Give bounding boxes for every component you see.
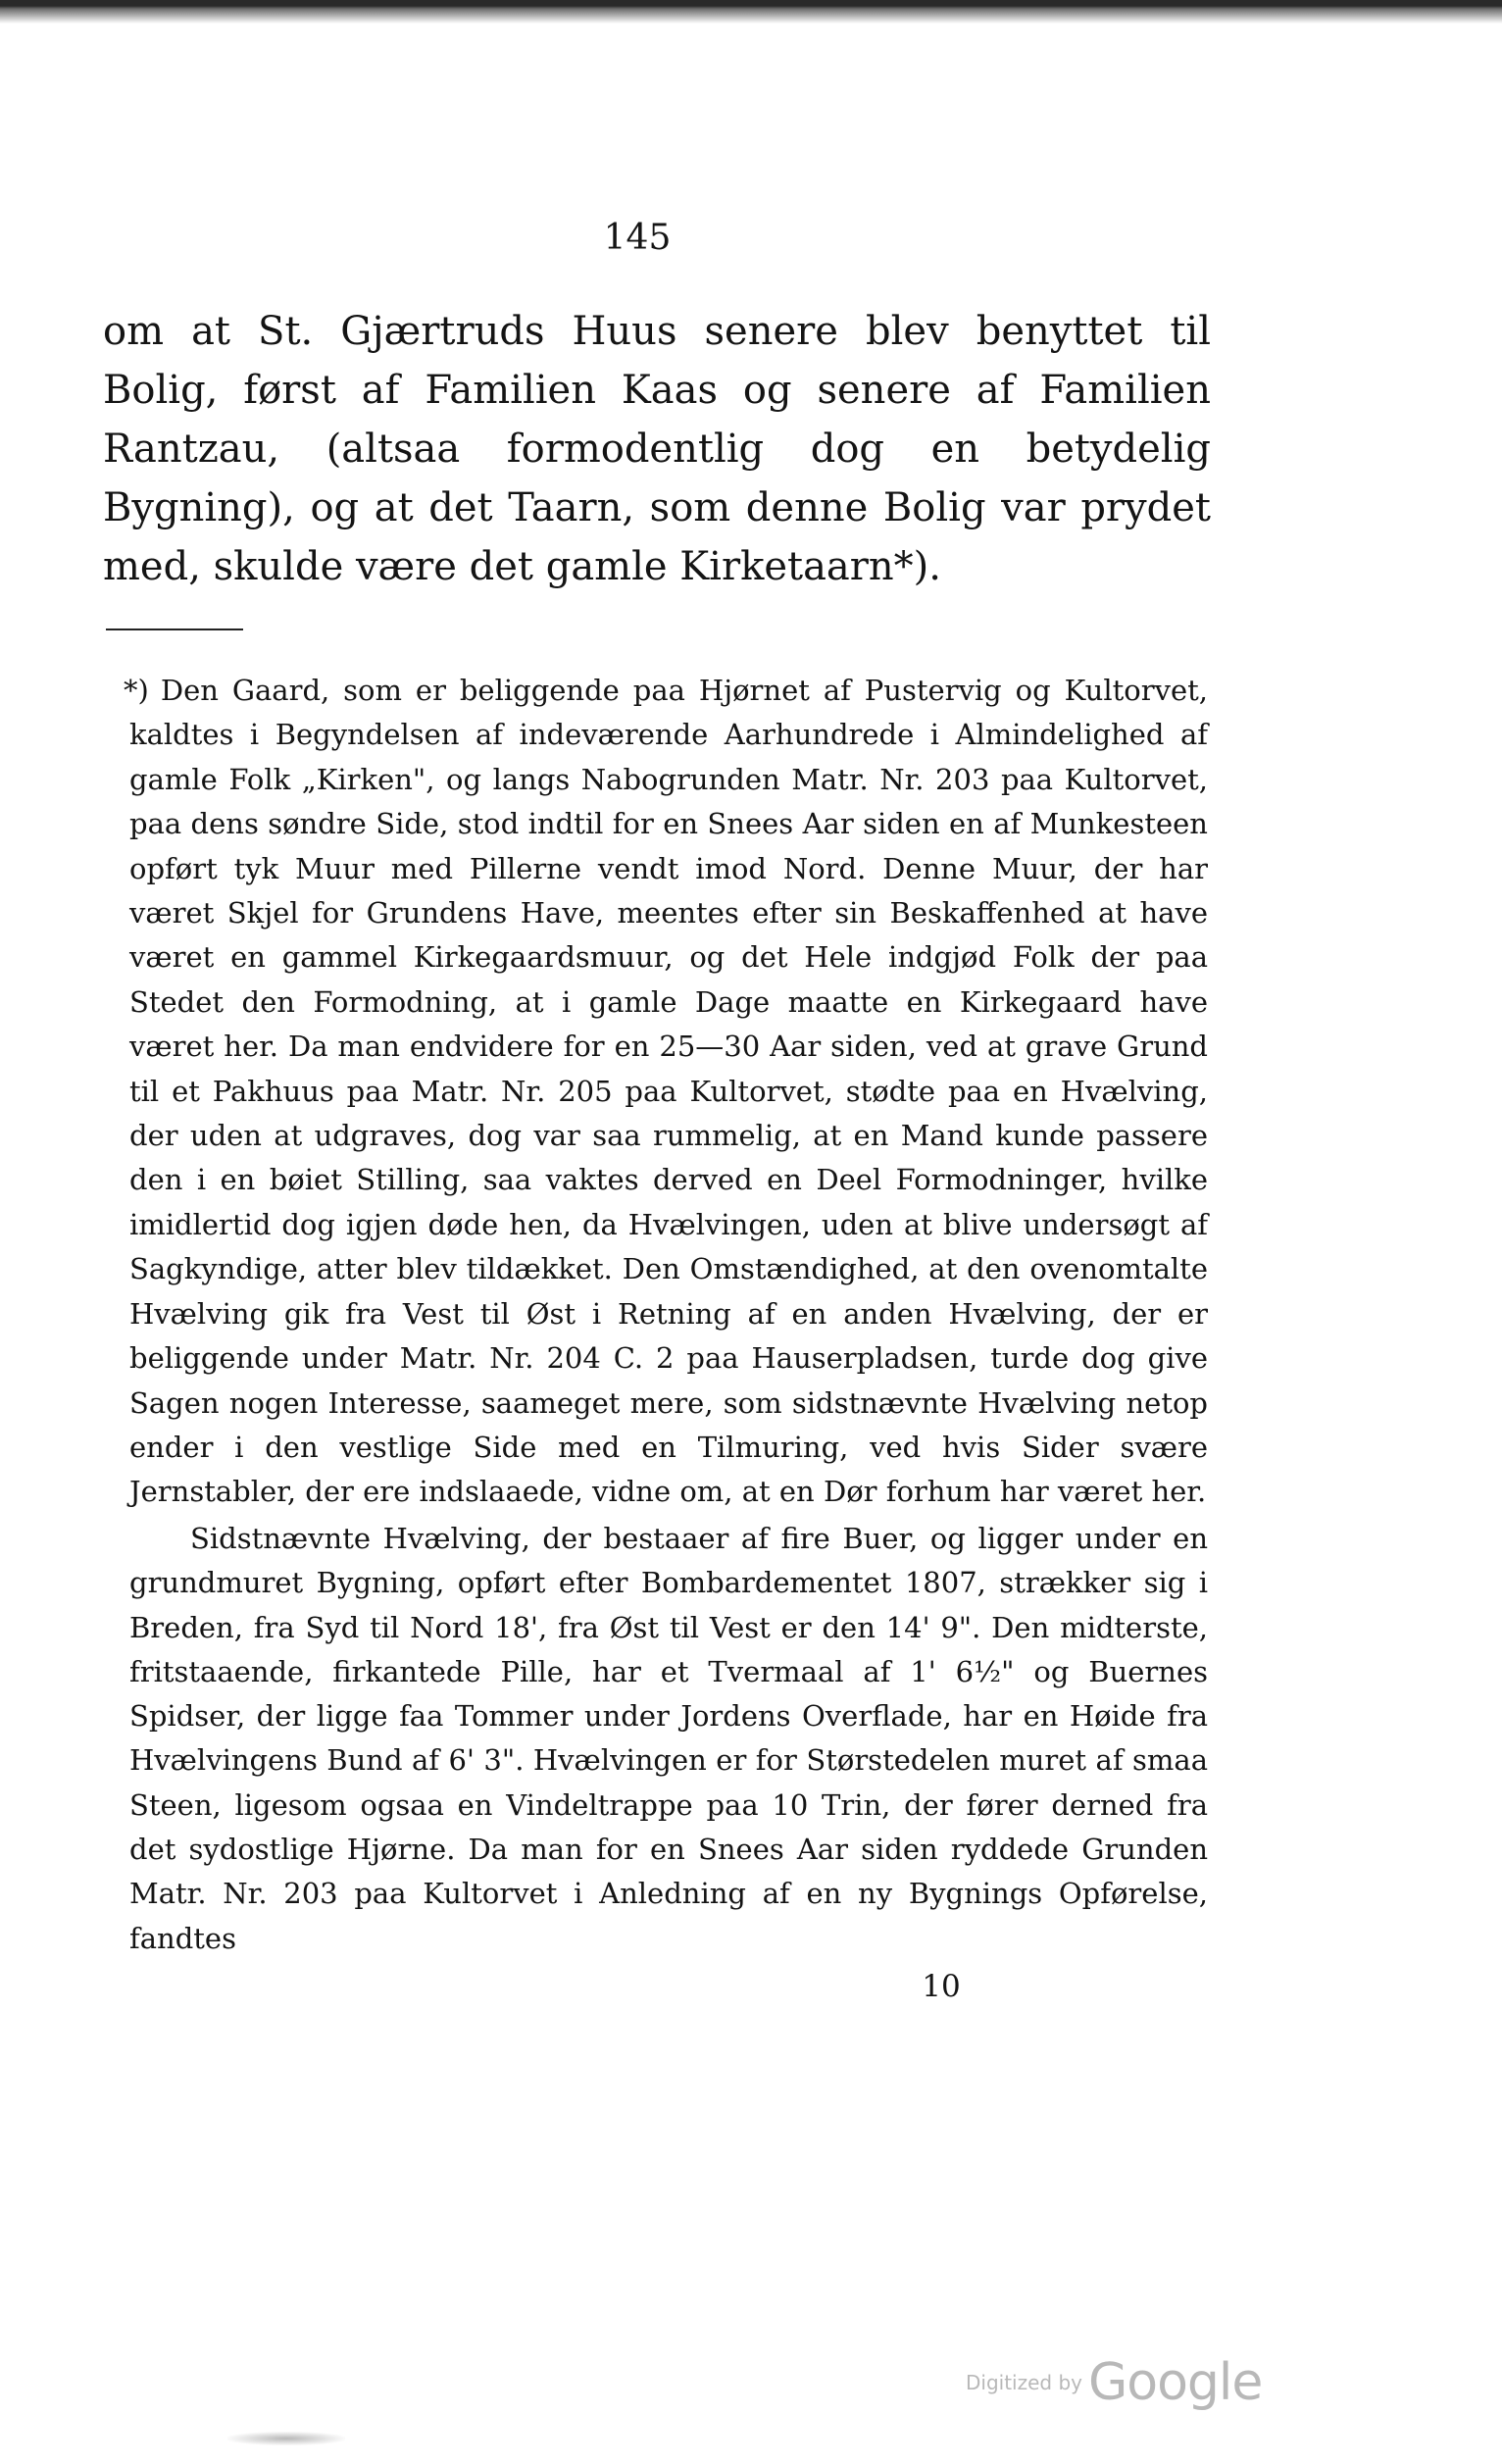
scan-edge: [0, 0, 1502, 25]
signature-mark: 10: [922, 1969, 961, 2004]
google-logo-text: Google: [1088, 2353, 1263, 2412]
footnote-rule: [106, 629, 243, 630]
footnote-paragraph-2: Sidstnævnte Hvælving, der bestaaer af fire Buer, og ligger under en grundmuret Bygning, opført efter Bombardementet 1807, strækker sig i Breden, fra Syd til Nord 18', fra Øst til Vest er den 14' 9". Den midterste, fritstaaende, firkantede Pille, har et Tvermaal af 1' 6½" og Buernes Spidser, der ligge faa Tommer under Jordens Overflade, har en Høide fra Hvælvingens Bund af 6' 3". Hvælvingen er for Størstedelen muret af smaa Steen, ligesom ogsaa en Vindeltrappe paa 10 Trin, der fører derned fra det sydostlige Hjørne. Da man for en Snees Aar siden ryddede Grunden Matr. Nr. 203 paa Kultorvet i Anledning af en ny Bygnings Opførelse, fandtes: [129, 1522, 1208, 1955]
footnote: [124, 669, 1208, 1515]
scan-smudge: [227, 2432, 345, 2445]
watermark-small-text: Digitized by: [966, 2371, 1082, 2394]
footnote-marker: *): [124, 674, 149, 707]
digitized-watermark: [966, 2353, 1262, 2412]
main-text: om at St. Gjærtruds Huus senere blev benyttet til Bolig, først af Familien Kaas og senere af Familien Rantzau, (altsaa formodentlig dog en betydelig Bygning), og at det Taarn, som denne Bolig var prydet med, skulde være det gamle Kirketaarn*).: [103, 309, 1211, 589]
footnote-text: Den Gaard, som er beliggende paa Hjørnet af Pustervig og Kultorvet, kaldtes i Begyndelsen af indeværende Aarhundrede i Almindelighed af gamle Folk „Kirken", og langs Nabogrunden Matr. Nr. 203 paa Kultorvet, paa dens søndre Side, stod indtil for en Snees Aar siden en af Munkesteen opført tyk Muur med Pillerne vendt imod Nord. Denne Muur, der har været Skjel for Grundens Have, meentes efter sin Beskaffenhed at have været en gammel Kirkegaardsmuur, og det Hele indgjød Folk der paa Stedet den Formodning, at i gamle Dage maatte en Kirkegaard have været her. Da man endvidere for en 25—30 Aar siden, ved at grave Grund til et Pakhuus paa Matr. Nr. 205 paa Kultorvet, stødte paa en Hvælving, der uden at udgraves, dog var saa rummelig, at en Mand kunde passere den i en bøiet Stilling, saa vaktes derved en Deel Formodninger, hvilke imidlertid dog igjen døde hen, da Hvælvingen, uden at blive undersøgt af Sagkyndige, atter blev tildækket. Den Omstændighed, at den ovenomtalte Hvælving gik fra Vest til Øst i Retning af en anden Hvælving, der er beliggende under Matr. Nr. 204 C. 2 paa Hauserpladsen, turde dog give Sagen nogen Interesse, saameget mere, som sidstnævnte Hvælving netop ender i den vestlige Side med en Tilmuring, ved hvis Sider svære Jernstabler, der ere indslaaede, vidne om, at en Dør forhum har været her.: [129, 674, 1208, 1509]
page-number: 145: [603, 218, 672, 258]
